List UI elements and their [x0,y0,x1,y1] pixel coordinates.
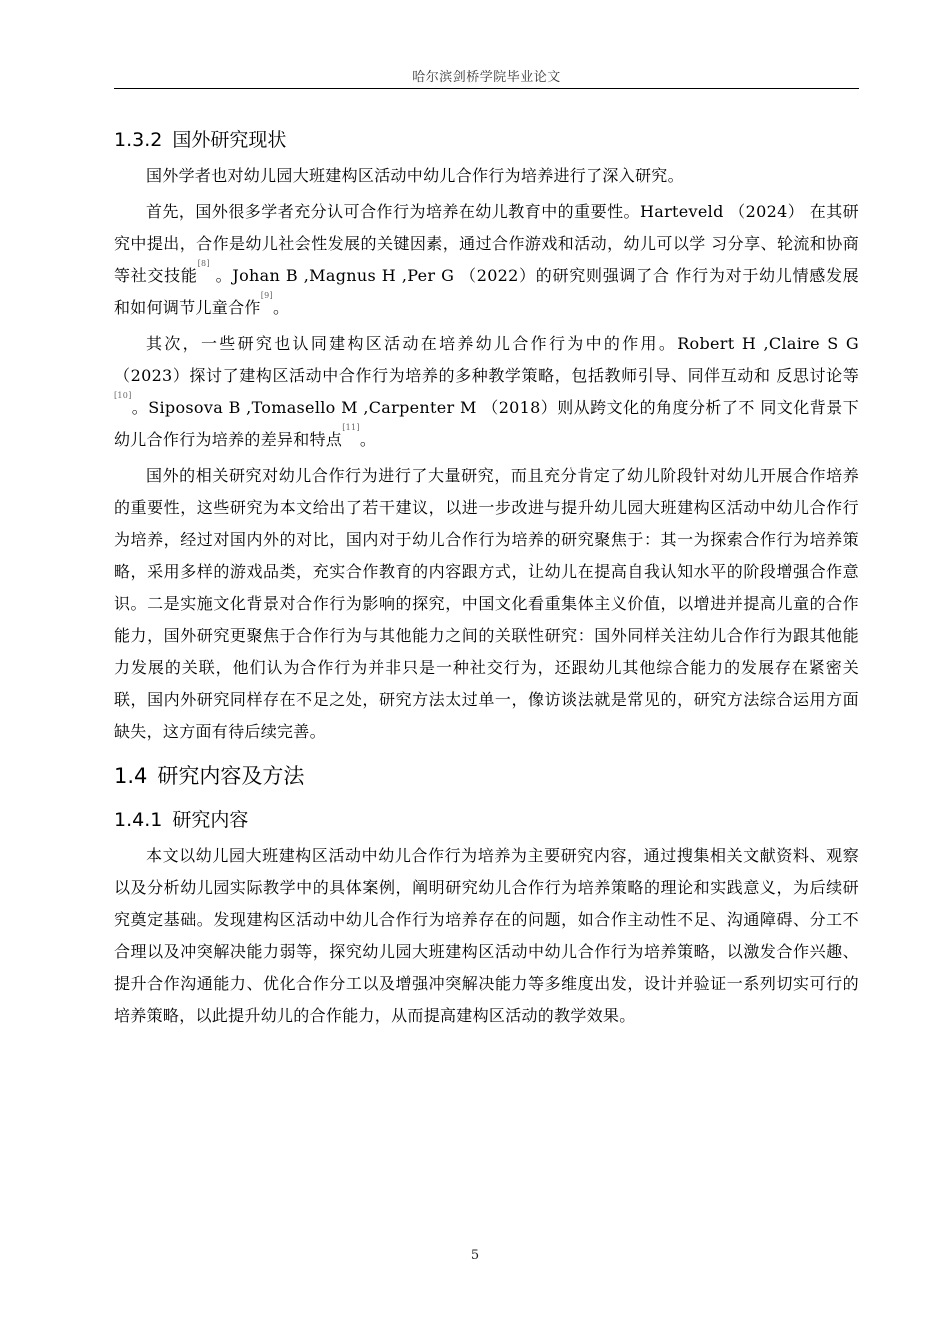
heading-title: 国外研究现状 [172,129,287,151]
page-body [114,124,859,1032]
paragraph-text: 。Siposova B ,Tomasello M ,Carpenter M （2018）则从跨文化的角度分析了不 同文化背景下幼儿合作行为培养的差异和特点 [114,398,859,449]
running-header: 哈尔滨剑桥学院毕业论文 [412,70,561,85]
paragraph-first [114,196,859,324]
heading-number: 1.3.2 [114,129,163,151]
page-number: 5 [470,1248,480,1263]
header-rule [114,88,859,89]
heading-1-4 [114,758,859,794]
paragraph-text: 其次，一些研究也认同建构区活动在培养幼儿合作行为中的作用。Robert H ,Claire S G （2023）探讨了建构区活动中合作行为培养的多种教学策略，包括教师引导、同伴互动和 反思讨论等 [114,334,859,385]
paragraph-research-content: 本文以幼儿园大班建构区活动中幼儿合作行为培养为主要研究内容，通过搜集相关文献资料、观察以及分析幼儿园实际教学中的具体案例，阐明研究幼儿合作行为培养策略的理论和实践意义，为后续研究奠定基础。发现建构区活动中幼儿合作行为培养存在的问题，如合作主动性不足、沟通障碍、分工不合理以及冲突解决能力弱等，探究幼儿园大班建构区活动中幼儿合作行为培养策略，以激发合作兴趣、提升合作沟通能力、优化合作分工以及增强冲突解决能力等多维度出发，设计并验证一系列切实可行的培养策略，以此提升幼儿的合作能力，从而提高建构区活动的教学效果。 [114,846,859,1025]
paragraph-text: 首先，国外很多学者充分认可合作行为培养在幼儿教育中的重要性。Harteveld （2024） 在其研究中提出，合作是幼儿社会性发展的关键因素，通过合作游戏和活动，幼儿可以学 习分享、轮流和协商等社交技能 [114,202,859,285]
paragraph-text: 。 [359,430,377,449]
citation-ref: [8] [197,259,210,268]
heading-title: 研究内容及方法 [157,764,305,788]
paragraph-text: 。 [272,298,290,317]
citation-ref: [11] [342,423,360,432]
heading-number: 1.4.1 [114,809,163,831]
paragraph-text: 。Johan B ,Magnus H ,Per G （2022）的研究则强调了合 作行为对于幼儿情感发展和如何调节儿童合作 [114,266,859,317]
paragraph-summary: 国外的相关研究对幼儿合作行为进行了大量研究，而且充分肯定了幼儿阶段针对幼儿开展合作培养的重要性，这些研究为本文给出了若干建议，以进一步改进与提升幼儿园大班建构区活动中幼儿合作行为培养，经过对国内外的对比，国内对于幼儿合作行为培养的研究聚焦于：其一为探索合作行为培养策略，采用多样的游戏品类，充实合作教育的内容跟方式，让幼儿在提高自我认知水平的阶段增强合作意识。二是实施文化背景对合作行为影响的探究，中国文化看重集体主义价值，以增进并提高儿童的合作能力，国外研究更聚焦于合作行为与其他能力之间的关联性研究：国外同样关注幼儿合作行为跟其他能力发展的关联，他们认为合作行为并非只是一种社交行为，还跟幼儿其他综合能力的发展存在紧密关联，国内外研究同样存在不足之处，研究方法太过单一，像访谈法就是常见的，研究方法综合运用方面缺失，这方面有待后续完善。 [114,466,859,741]
citation-ref: [9] [260,291,273,300]
paragraph-second [114,328,859,456]
heading-number: 1.4 [114,764,148,788]
heading-1-3-2 [114,124,859,156]
heading-title: 研究内容 [172,809,249,831]
paragraph-intro: 国外学者也对幼儿园大班建构区活动中幼儿合作行为培养进行了深入研究。 [146,166,684,185]
citation-ref: [10] [114,391,132,400]
heading-1-4-1 [114,804,859,836]
